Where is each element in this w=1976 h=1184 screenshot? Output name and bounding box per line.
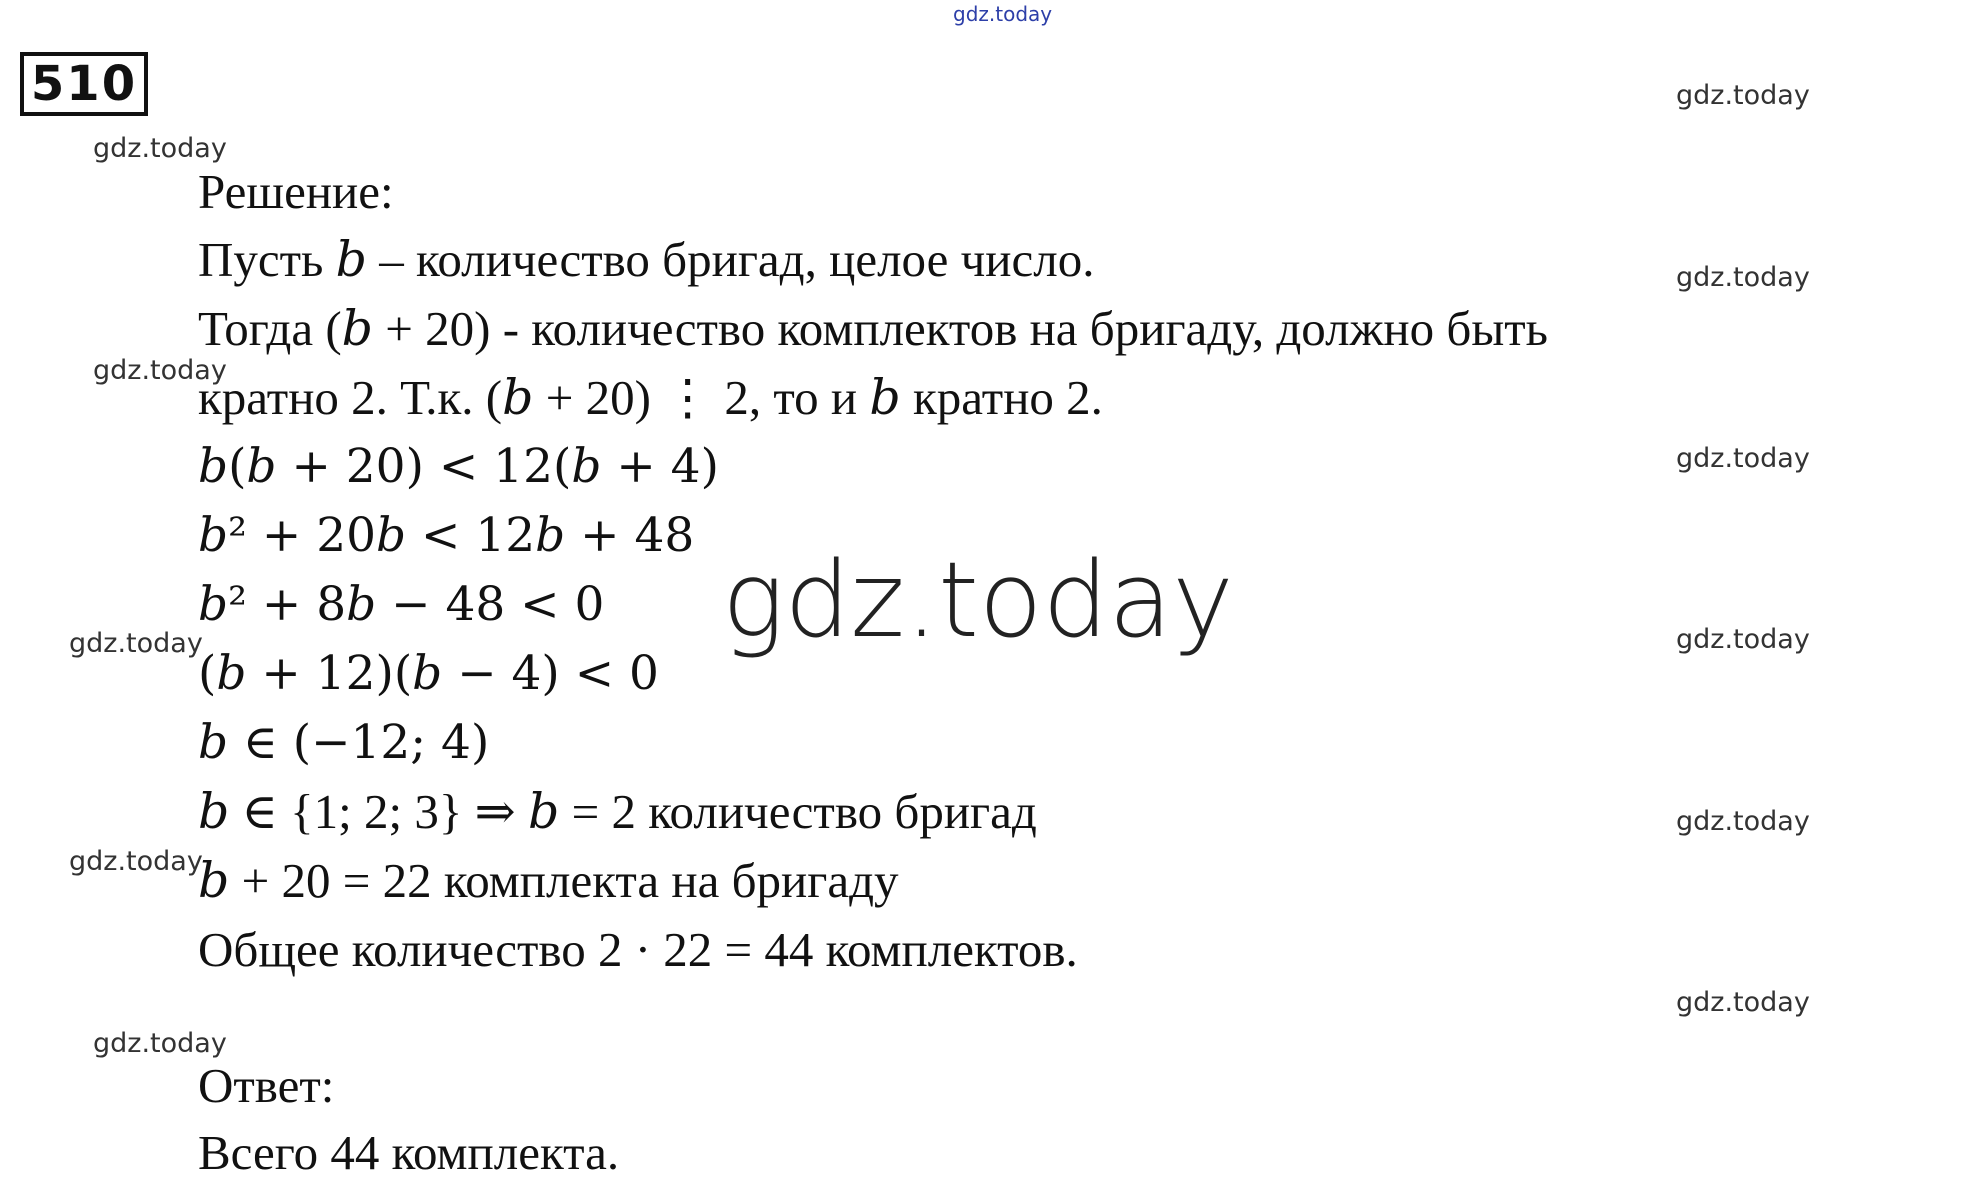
watermark: gdz.today	[69, 628, 203, 659]
answer-text: Всего 44 комплекта.	[198, 1125, 620, 1180]
solution-line: 𝑏 + 20 = 22 комплекта на бригаду	[198, 853, 899, 908]
watermark: gdz.today	[1676, 624, 1810, 655]
watermark: gdz.today	[1676, 806, 1810, 837]
watermark: gdz.today	[1676, 262, 1810, 293]
solution-line: 𝑏² + 8𝑏 − 48 < 0	[198, 577, 605, 632]
solution-line: кратно 2. Т.к. (𝑏 + 20) ⋮ 2, то и 𝑏 кратно 2.	[198, 370, 1103, 425]
watermark-top: gdz.today	[953, 2, 1053, 26]
watermark: gdz.today	[1676, 443, 1810, 474]
solution-line: 𝑏² + 20𝑏 < 12𝑏 + 48	[198, 508, 695, 563]
problem-number-box: 510	[20, 52, 148, 116]
watermark: gdz.today	[93, 1028, 227, 1059]
watermark: gdz.today	[93, 133, 227, 164]
answer-heading: Ответ:	[198, 1058, 335, 1113]
watermark: gdz.today	[69, 846, 203, 877]
solution-line: (𝑏 + 12)(𝑏 − 4) < 0	[198, 646, 659, 701]
solution-line: Пусть 𝑏 – количество бригад, целое число.	[198, 232, 1095, 287]
solution-line: Тогда (𝑏 + 20) - количество комплектов на бригаду, должно быть	[198, 301, 1549, 356]
solution-heading: Решение:	[198, 164, 394, 219]
watermark-large: gdz.today	[722, 539, 1234, 661]
solution-line: Общее количество 2 · 22 = 44 комплектов.	[198, 922, 1078, 977]
watermark: gdz.today	[1676, 80, 1810, 111]
watermark: gdz.today	[1676, 987, 1810, 1018]
solution-line: 𝑏(𝑏 + 20) < 12(𝑏 + 4)	[198, 439, 719, 494]
watermark: gdz.today	[93, 355, 227, 386]
solution-line: 𝑏 ∈ {1; 2; 3} ⇒ 𝑏 = 2 количество бригад	[198, 784, 1037, 839]
solution-line: 𝑏 ∈ (−12; 4)	[198, 715, 490, 770]
